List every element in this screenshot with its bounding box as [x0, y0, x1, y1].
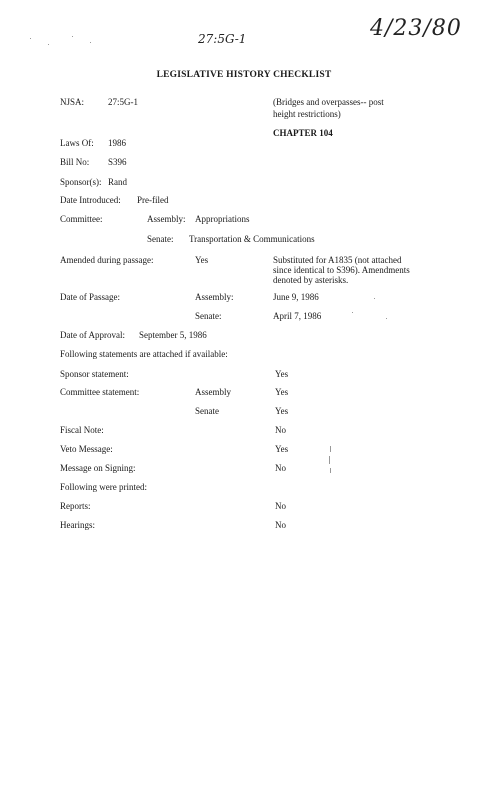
- date-introduced-value: Pre-filed: [137, 195, 169, 205]
- scan-speck: [374, 298, 375, 299]
- scan-speck: [90, 42, 91, 43]
- passage-senate-label: Senate:: [195, 311, 222, 321]
- date-of-approval-value: September 5, 1986: [139, 330, 207, 340]
- hearings-value: No: [275, 520, 286, 530]
- statements-heading: Following statements are attached if available:: [60, 349, 228, 359]
- committee-statement-assembly-value: Yes: [275, 387, 289, 397]
- amended-note-line1: Substituted for A1835 (not attached: [273, 255, 402, 265]
- date-of-approval-label: Date of Approval:: [60, 330, 125, 340]
- scan-speck: [48, 44, 49, 45]
- fiscal-note-label: Fiscal Note:: [60, 425, 104, 435]
- scan-speck: [329, 456, 330, 464]
- message-on-signing-label: Message on Signing:: [60, 463, 136, 473]
- njsa-description-line1: (Bridges and overpasses-- post: [273, 97, 384, 107]
- printed-heading: Following were printed:: [60, 482, 147, 492]
- page-title: LEGISLATIVE HISTORY CHECKLIST: [156, 70, 332, 80]
- committee-assembly-value: Appropriations: [195, 214, 250, 224]
- laws-of-value: 1986: [108, 138, 126, 148]
- scan-speck: [330, 468, 331, 473]
- bill-no-value: S396: [108, 157, 127, 167]
- handwritten-date: 4/23/80: [370, 16, 462, 41]
- committee-statement-assembly-label: Assembly: [195, 387, 231, 397]
- scan-speck: [352, 312, 353, 313]
- committee-label: Committee:: [60, 214, 103, 224]
- njsa-label: NJSA:: [60, 97, 85, 107]
- amended-note-line2: since identical to S396). Amendments: [273, 265, 410, 275]
- message-on-signing-value: No: [275, 463, 286, 473]
- sponsors-label: Sponsor(s):: [60, 177, 102, 187]
- committee-senate-value: Transportation & Communications: [189, 234, 315, 244]
- passage-assembly-value: June 9, 1986: [273, 292, 319, 302]
- laws-of-label: Laws Of:: [60, 138, 94, 148]
- fiscal-note-value: No: [275, 425, 286, 435]
- date-of-passage-label: Date of Passage:: [60, 292, 120, 302]
- scan-speck: [72, 36, 73, 37]
- sponsor-statement-label: Sponsor statement:: [60, 369, 129, 379]
- chapter-label: CHAPTER 104: [273, 128, 333, 138]
- committee-senate-label: Senate:: [147, 234, 174, 244]
- veto-message-label: Veto Message:: [60, 444, 113, 454]
- amended-label: Amended during passage:: [60, 255, 154, 265]
- handwritten-code: 27:5G-1: [198, 32, 247, 46]
- committee-statement-label: Committee statement:: [60, 387, 140, 397]
- reports-label: Reports:: [60, 501, 91, 511]
- hearings-label: Hearings:: [60, 520, 95, 530]
- bill-no-label: Bill No:: [60, 157, 90, 167]
- date-introduced-label: Date Introduced:: [60, 195, 121, 205]
- amended-value: Yes: [195, 255, 209, 265]
- sponsor-statement-value: Yes: [275, 369, 289, 379]
- scan-speck: [386, 318, 387, 319]
- committee-statement-senate-label: Senate: [195, 406, 219, 416]
- passage-assembly-label: Assembly:: [195, 292, 234, 302]
- scan-speck: [330, 446, 331, 452]
- passage-senate-value: April 7, 1986: [273, 311, 322, 321]
- njsa-description-line2: height restrictions): [273, 109, 341, 119]
- veto-message-value: Yes: [275, 444, 289, 454]
- reports-value: No: [275, 501, 286, 511]
- amended-note-line3: denoted by asterisks.: [273, 275, 349, 285]
- committee-assembly-label: Assembly:: [147, 214, 186, 224]
- sponsors-value: Rand: [108, 177, 127, 187]
- njsa-value: 27:5G-1: [108, 97, 138, 107]
- committee-statement-senate-value: Yes: [275, 406, 289, 416]
- scan-speck: [30, 38, 31, 39]
